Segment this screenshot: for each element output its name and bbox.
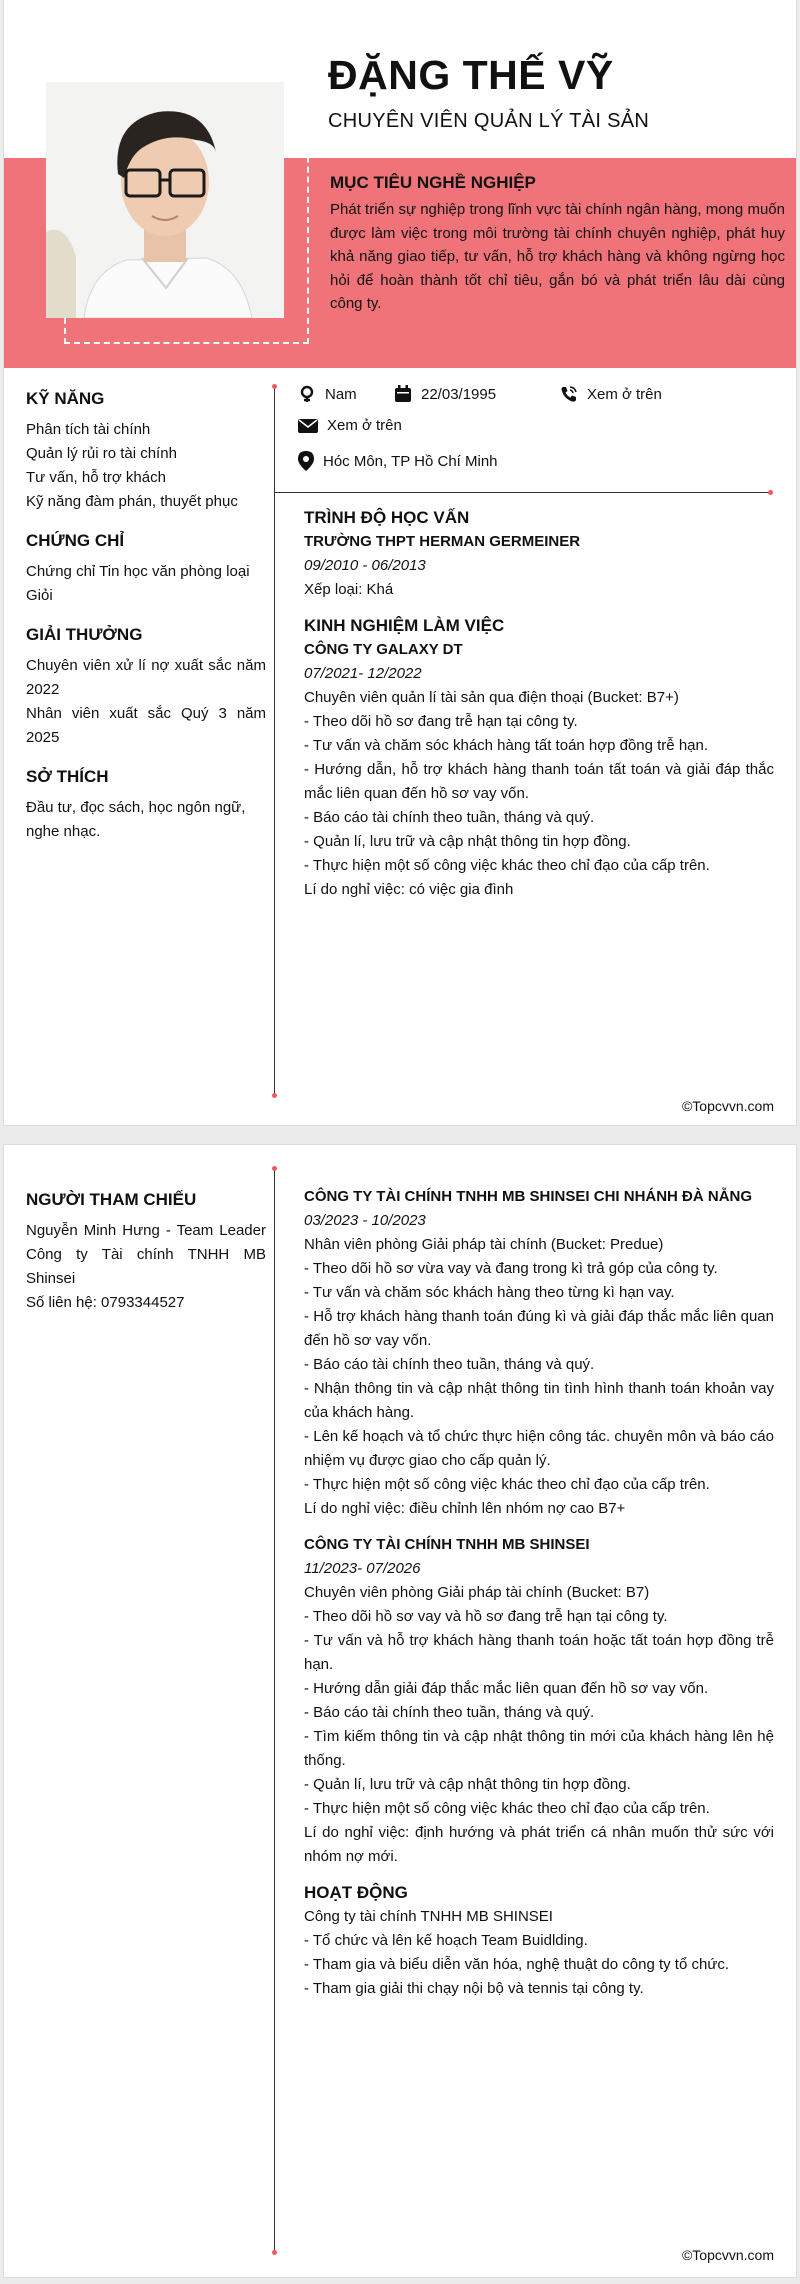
education-grade: Xếp loại: Khá (304, 581, 394, 598)
contact-birthday (394, 385, 496, 403)
job-line: Lí do nghỉ việc: điều chỉnh lên nhóm nợ cao B7+ (304, 1500, 626, 1517)
job-line: Lí do nghỉ việc: có việc gia đình (304, 881, 514, 898)
right-column-page2 (304, 1185, 774, 2001)
references-text: Nguyễn Minh Hưng - Team Leader Công ty Tài chính TNHH MB Shinsei (26, 1222, 266, 1287)
job-date: 11/2023- 07/2026 (304, 1560, 421, 1577)
email-value: Xem ở trên (327, 417, 402, 434)
hobbies-text: Đầu tư, đọc sách, học ngôn ngữ, nghe nhạc. (26, 799, 246, 840)
job-date: 03/2023 - 10/2023 (304, 1212, 426, 1229)
job-line: Chuyên viên quản lí tài sản qua điện thoại (Bucket: B7+) (304, 689, 679, 706)
activity-line: - Tham gia giải thi chạy nội bộ và tennis tại công ty. (304, 1980, 644, 1997)
objective-title: MỤC TIÊU NGHỀ NGHIỆP (330, 173, 536, 192)
education-date: 09/2010 - 06/2013 (304, 557, 426, 574)
activity-line: Công ty tài chính TNHH MB SHINSEI (304, 1908, 553, 1925)
timeline-dot-top (272, 1166, 277, 1171)
cv-page-2 (4, 1145, 796, 2277)
gender-icon (298, 385, 316, 403)
skill-item: Quản lý rủi ro tài chính (26, 445, 177, 462)
contact-divider (274, 492, 772, 493)
activities-title: HOẠT ĐỘNG (304, 1883, 408, 1902)
timeline-line (274, 1168, 275, 2253)
job-line: - Thực hiện một số công việc khác theo chỉ đạo của cấp trên. (304, 1800, 710, 1817)
job-line: - Tìm kiếm thông tin và cập nhật thông tin mới của khách hàng lên hệ thống. (304, 1728, 774, 1769)
candidate-name: ĐẶNG THẾ VỸ (328, 52, 614, 98)
job-line: Nhân viên phòng Giải pháp tài chính (Bucket: Predue) (304, 1236, 664, 1253)
job-company: CÔNG TY GALAXY DT (304, 641, 463, 658)
job-line: - Thực hiện một số công việc khác theo chỉ đạo của cấp trên. (304, 857, 710, 874)
job-date: 07/2021- 12/2022 (304, 665, 422, 682)
activity-line: - Tham gia và biểu diễn văn hóa, nghệ thuật do công ty tổ chức. (304, 1956, 730, 1973)
job-line: - Báo cáo tài chính theo tuần, tháng và quý. (304, 809, 595, 826)
references-phone: Số liên hệ: 0793344527 (26, 1294, 185, 1311)
education-school: TRƯỜNG THPT HERMAN GERMEINER (304, 533, 581, 550)
left-column-page2 (26, 1189, 266, 1315)
job-line: - Báo cáo tài chính theo tuần, tháng và quý. (304, 1356, 595, 1373)
skill-item: Kỹ năng đàm phán, thuyết phục (26, 493, 238, 510)
footer-credit: ©Topcvvn.com (681, 1098, 774, 1114)
job-line: - Tư vấn và hỗ trợ khách hàng thanh toán hoặc tất toán hợp đồng trễ hạn. (304, 1632, 774, 1673)
candidate-role: CHUYÊN VIÊN QUẢN LÝ TÀI SẢN (328, 110, 650, 132)
phone-value: Xem ở trên (587, 385, 662, 403)
experience-title: KINH NGHIỆM LÀM VIỆC (304, 616, 505, 635)
job-line: - Theo dõi hồ sơ đang trễ hạn tại công ty. (304, 713, 578, 730)
certificate-text: Chứng chỉ Tin học văn phòng loại Giỏi (26, 563, 250, 604)
job-line: - Nhận thông tin và cập nhật thông tin tình hình thanh toán khoản vay của khách hàng. (304, 1380, 774, 1421)
skill-item: Phân tích tài chính (26, 421, 151, 438)
birthday-value: 22/03/1995 (421, 385, 497, 403)
timeline-dot-bottom (272, 1093, 277, 1098)
email-icon (298, 418, 318, 434)
job-line: - Báo cáo tài chính theo tuần, tháng và quý. (304, 1704, 595, 1721)
gender-value: Nam (325, 385, 357, 403)
references-title: NGƯỜI THAM CHIẾU (26, 1190, 197, 1209)
objective-text: Phát triển sự nghiệp trong lĩnh vực tài chính ngân hàng, mong muốn được làm việc trong môi trường tài chính chuyên nghiệp, phát huy khả năng giao tiếp, tư vấn, hỗ trợ khách hàng và không ngừng học hỏi để hoàn thành tốt chỉ tiêu, gắn bó và phát triển lâu dài cùng công ty. (330, 201, 785, 312)
job-line: Lí do nghỉ việc: định hướng và phát triển cá nhân muốn thử sức với nhóm nợ mới. (304, 1824, 774, 1865)
contact-email (298, 417, 402, 434)
address-value: Hóc Môn, TP Hồ Chí Minh (323, 452, 498, 470)
contact-phone (560, 385, 662, 403)
award-item: Chuyên viên xử lí nợ xuất sắc năm 2022 (26, 657, 266, 698)
job-line: - Theo dõi hồ sơ vay và hồ sơ đang trễ hạn tại công ty. (304, 1608, 668, 1625)
job-line: - Lên kế hoạch và tổ chức thực hiện công tác. chuyên môn và báo cáo nhiệm vụ được giao cho cấp quản lý. (304, 1428, 774, 1469)
cv-page-1 (4, 0, 796, 1125)
job-line: - Hỗ trợ khách hàng thanh toán đúng kì và giải đáp thắc mắc liên quan đến hồ sơ vay vốn. (304, 1308, 774, 1349)
certificates-title: CHỨNG CHỈ (26, 531, 125, 550)
job-line: - Tư vấn và chăm sóc khách hàng theo từng kì hạn vay. (304, 1284, 675, 1301)
job-line: - Thực hiện một số công việc khác theo chỉ đạo của cấp trên. (304, 1476, 710, 1493)
footer-credit: ©Topcvvn.com (681, 2247, 774, 2263)
skill-item: Tư vấn, hỗ trợ khách (26, 469, 166, 486)
job-line: - Hướng dẫn giải đáp thắc mắc liên quan đến hồ sơ vay vốn. (304, 1680, 709, 1697)
job-company: CÔNG TY TÀI CHÍNH TNHH MB SHINSEI CHI NHÁNH ĐÀ NẴNG (304, 1188, 753, 1205)
contact-gender (298, 385, 357, 403)
skills-title: KỸ NĂNG (26, 389, 105, 408)
calendar-icon (394, 385, 412, 403)
job-line: - Tư vấn và chăm sóc khách hàng tất toán hợp đồng trễ hạn. (304, 737, 709, 754)
job-line: - Theo dõi hồ sơ vừa vay và đang trong kì trả góp của công ty. (304, 1260, 718, 1277)
job-line: - Quản lí, lưu trữ và cập nhật thông tin hợp đồng. (304, 833, 631, 850)
divider-dot (768, 490, 773, 495)
activity-line: - Tổ chức và lên kế hoạch Team Buidlding. (304, 1932, 588, 1949)
profile-photo (46, 82, 284, 318)
award-item: Nhân viên xuất sắc Quý 3 năm 2025 (26, 705, 266, 746)
timeline-dot-top (272, 384, 277, 389)
job-company: CÔNG TY TÀI CHÍNH TNHH MB SHINSEI (304, 1536, 590, 1553)
contact-address (298, 451, 498, 471)
location-pin-icon (298, 451, 314, 471)
education-title: TRÌNH ĐỘ HỌC VẤN (304, 508, 470, 527)
job-line: Chuyên viên phòng Giải pháp tài chính (Bucket: B7) (304, 1584, 650, 1601)
right-column-page1 (304, 506, 774, 902)
hobbies-title: SỞ THÍCH (26, 767, 109, 786)
timeline-dot-bottom (272, 2250, 277, 2255)
left-column (26, 388, 266, 844)
phone-icon (560, 385, 578, 403)
job-line: - Quản lí, lưu trữ và cập nhật thông tin hợp đồng. (304, 1776, 631, 1793)
job-line: - Hướng dẫn, hỗ trợ khách hàng thanh toán tất toán và giải đáp thắc mắc liên quan đến hồ sơ vay vốn. (304, 761, 774, 802)
awards-title: GIẢI THƯỞNG (26, 625, 143, 644)
